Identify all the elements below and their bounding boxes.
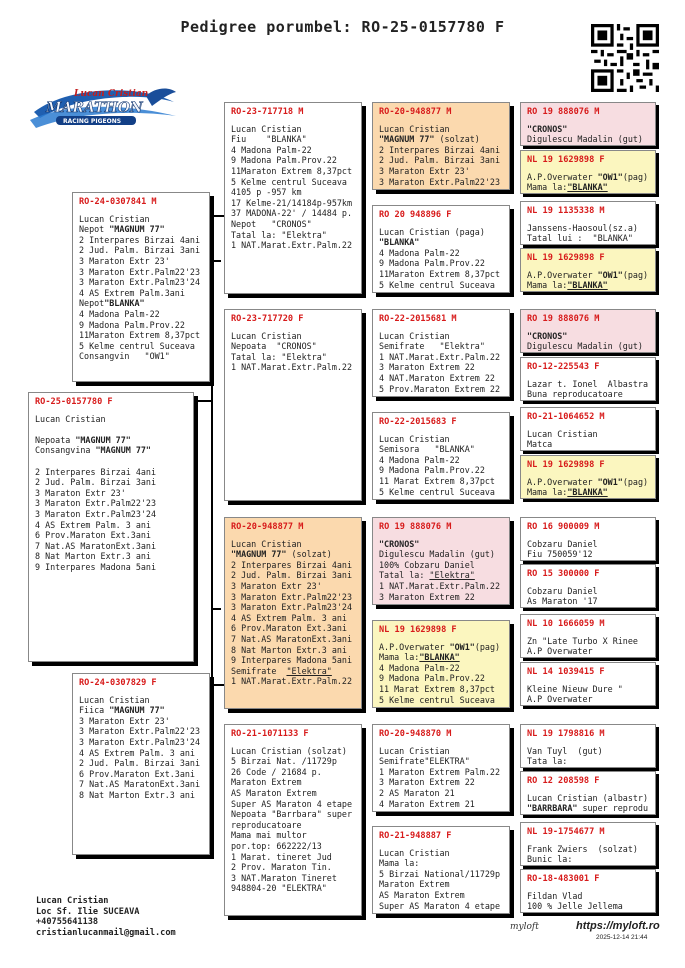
pedigree-line: Mama la:"BLANKA"	[527, 182, 608, 193]
svg-text:Lucan Cristian: Lucan Cristian	[74, 89, 149, 99]
pedigree-line: 6 Prov.Maraton Ext.3ani	[35, 530, 151, 541]
pedigree-line: 3 Maraton Extr.Palm23'24	[79, 277, 201, 288]
pedigree-line: Maraton Extrem	[379, 879, 450, 890]
pedigree-line: 3 Maraton Extr.Palm22'23	[79, 726, 201, 737]
pigeon-card-gen4-11[interactable]	[520, 614, 656, 658]
pigeon-card-gen4-8[interactable]	[520, 455, 656, 499]
pedigree-line: Buna reproducatoare	[527, 389, 623, 400]
ring-number: RO-23-717718 M	[231, 107, 304, 117]
pedigree-line: Tatal la: "Elektra"	[379, 570, 475, 581]
pedigree-line: Mama mai multor	[231, 830, 307, 841]
pedigree-line: 9 Madona Palm.Prov.22	[231, 155, 337, 166]
pedigree-line: A.P.Overwater "OW1"(pag)	[527, 269, 649, 280]
ring-number: RO-21-1071133 F	[231, 729, 309, 739]
ring-number: RO-20-948877 M	[379, 107, 452, 117]
pigeon-card-sire-sire-dam[interactable]	[372, 205, 510, 293]
pedigree-line: 7 Nat.AS MaratonExt.3ani	[231, 633, 353, 644]
connector	[211, 215, 224, 217]
pedigree-line: 37 MADONA-22' / 14484 p.	[231, 208, 353, 219]
pedigree-line: "CRONOS"	[527, 123, 568, 134]
pigeon-card-gen4-9[interactable]	[520, 517, 656, 561]
connector	[211, 215, 213, 685]
ring-number: RO 16 900009 M	[527, 522, 600, 532]
pedigree-line: Lucan Cristian	[379, 847, 450, 858]
pedigree-line: Kleine Nieuw Dure "	[527, 683, 623, 694]
pedigree-line: 4 AS Extrem Palm. 3 ani	[231, 612, 347, 623]
pedigree-line: 3 Maraton Extr 23'	[379, 165, 470, 176]
pedigree-line: 1 NAT.Marat.Extr.Palm.22	[231, 240, 353, 251]
pedigree-line: 6 Prov.Maraton Ext.3ani	[79, 768, 195, 779]
pedigree-line: Lucan Cristian (albastr)	[527, 792, 649, 803]
pedigree-line: Lucan Cristian (paga)	[379, 226, 485, 237]
ring-number: RO-25-0157780 F	[35, 397, 113, 407]
pedigree-line: 100% Cobzaru Daniel	[379, 559, 475, 570]
pigeon-card-gen4-6[interactable]	[520, 357, 656, 401]
pigeon-card-gen4-4[interactable]	[520, 248, 656, 292]
pedigree-line: 4 Madona Palm-22	[231, 144, 312, 155]
ring-number: RO-12-225543 F	[527, 362, 600, 372]
connector	[211, 608, 221, 610]
pedigree-line	[35, 456, 189, 467]
pedigree-line: Mama la:"BLANKA"	[527, 487, 608, 498]
pedigree-line: Bunic la:	[527, 854, 573, 865]
pedigree-line: 3 Maraton Extr.Palm23'24	[35, 508, 157, 519]
pedigree-line: 8 Nat Marton Extr.3 ani	[79, 789, 195, 800]
pedigree-line: AS Maraton Extrem	[379, 889, 465, 900]
pedigree-line: 948804-20 "ELEKTRA"	[231, 883, 327, 894]
pedigree-line: Fiica "MAGNUM 77"	[79, 705, 165, 716]
pedigree-line: Tata la:	[527, 756, 568, 767]
pedigree-line: 2 AS Maraton 21	[379, 787, 455, 798]
owner-email[interactable]: cristianlucanmail@gmail.com	[36, 927, 176, 938]
svg-text:MARATHON: MARATHON	[46, 100, 143, 116]
pedigree-line: Lucan Cristian	[79, 694, 150, 705]
pedigree-line: A.P Overwater	[527, 646, 593, 657]
pedigree-line: 4 AS Extrem Palm. 3 ani	[35, 519, 151, 530]
pedigree-line: Frank Zwiers (solzat)	[527, 843, 638, 854]
svg-text:RACING PIGEONS: RACING PIGEONS	[63, 118, 122, 125]
pedigree-line: Nepot "CRONOS"	[231, 218, 312, 229]
pigeon-card-sire-sire[interactable]	[224, 102, 362, 294]
ring-number: NL 19 1629898 F	[527, 253, 605, 263]
pedigree-line: 100 % Jelle Jellema	[527, 901, 623, 912]
pedigree-line: Nepoata "MAGNUM 77"	[35, 434, 131, 445]
pedigree-line: Fiu 750059'12	[527, 549, 593, 560]
pedigree-line: 9 Interpares Madona 5ani	[231, 655, 353, 666]
ring-number: RO-22-2015683 F	[379, 417, 457, 427]
myloft-link[interactable]: https://myloft.ro	[576, 920, 660, 932]
pedigree-line: 1 NAT.Marat.Extr.Palm.22	[231, 676, 353, 687]
pedigree-line: Consangvina "MAGNUM 77"	[35, 445, 151, 456]
pedigree-line: 3 Maraton Extrem 22	[379, 362, 475, 373]
myloft-brand	[510, 918, 660, 944]
pedigree-line: Tatal la: "Elektra"	[231, 351, 327, 362]
ring-number: RO-24-0307829 F	[79, 678, 157, 688]
pigeon-card-gen4-12[interactable]	[520, 662, 656, 706]
pedigree-line: Van Tuyl (gut)	[527, 745, 603, 756]
ring-number: RO 15 300000 F	[527, 569, 600, 579]
pedigree-line: 3 Maraton Extr.Palm22'23	[79, 266, 201, 277]
pedigree-line: Mama la:	[379, 858, 420, 869]
myloft-logo: myloft	[510, 922, 539, 932]
pedigree-line: 3 Maraton Extr 23'	[79, 715, 170, 726]
pedigree-line: 3 Maraton Extrem 22	[379, 777, 475, 788]
pedigree-line: 5 Kelme centrul Suceava	[79, 340, 195, 351]
pedigree-line: 3 Maraton Extrem 22	[379, 591, 475, 602]
connector	[211, 684, 224, 686]
pedigree-line: 1 NAT.Marat.Extr.Palm.22	[231, 362, 353, 373]
pedigree-line: 6 Prov.Maraton Ext.3ani	[231, 623, 347, 634]
pedigree-line: 3 Maraton Extr 23'	[35, 487, 126, 498]
pedigree-line	[35, 424, 189, 435]
pigeon-card-gen4-3[interactable]	[520, 201, 656, 245]
pigeon-card-gen4-2[interactable]	[520, 150, 656, 194]
pigeon-card-gen4-14[interactable]	[520, 771, 656, 815]
ring-number: NL 10 1666059 M	[527, 619, 605, 629]
ring-number: RO 19 888076 M	[379, 522, 452, 532]
pedigree-line: 5 Kelme centrul Suceava	[379, 279, 495, 290]
pedigree-line: Nepoata "Barrbara" super	[231, 809, 353, 820]
pedigree-line: AS Maraton Extrem	[231, 787, 317, 798]
pedigree-line: 3 NAT.Maraton Tineret	[231, 872, 337, 883]
pedigree-line: Lucan Cristian	[231, 330, 302, 341]
pigeon-card-dam-sire-dam[interactable]	[372, 620, 510, 708]
pedigree-line: 9 Madona Palm.Prov.22	[379, 465, 485, 476]
pigeon-card-gen4-7[interactable]	[520, 407, 656, 451]
pedigree-line: Lucan Cristian	[379, 330, 450, 341]
pedigree-line: 3 Maraton Extr 23'	[231, 580, 322, 591]
pedigree-line: Cobzaru Daniel	[527, 585, 598, 596]
connector	[211, 260, 221, 262]
pedigree-line: Maraton Extrem	[231, 777, 302, 788]
pedigree-line: 4 Madona Palm-22	[379, 454, 460, 465]
pedigree-line: Matca	[527, 439, 553, 450]
page-title: Pedigree porumbel: RO-25-0157780 F	[180, 18, 505, 36]
pedigree-line: 4 Maraton Extrem 21	[379, 798, 475, 809]
pedigree-line: 5 Kelme centrul Suceava	[231, 176, 347, 187]
pedigree-line: "BLANKA"	[379, 237, 420, 248]
qr-code	[591, 24, 659, 92]
pedigree-line: 5 Prov.Maraton Extrem 22	[379, 383, 501, 394]
owner-address: Loc Sf. Ilie SUCEAVA	[36, 906, 140, 917]
pedigree-line: 17 Kelme-21/14184p-957km	[231, 197, 353, 208]
pedigree-line: Janssens-Haosoul(sz.a)	[527, 222, 638, 233]
pigeon-card-dam-sire[interactable]	[224, 517, 362, 709]
pedigree-line: 7 Nat.AS MaratonExt.3ani	[79, 779, 201, 790]
pedigree-line: "MAGNUM 77" (solzat)	[379, 134, 480, 145]
pedigree-line: 3 Maraton Extr.Palm23'24	[231, 602, 353, 613]
pedigree-line: "CRONOS"	[379, 538, 420, 549]
pedigree-line: Fiu "BLANKA"	[231, 134, 307, 145]
pedigree-line: Super AS Maraton 4 etape	[231, 798, 353, 809]
pedigree-line: por.top: 662222/13	[231, 840, 322, 851]
ring-number: NL 19 1629898 F	[527, 460, 605, 470]
ring-number: NL 19-1754677 M	[527, 827, 605, 837]
owner-name: Lucan Cristian	[36, 896, 109, 906]
pedigree-line: Digulescu Madalin (gut)	[527, 134, 643, 145]
pedigree-line: 5 Birzai Nat. /11729p	[231, 756, 337, 767]
pedigree-line: Lucan Cristian	[35, 413, 106, 424]
pedigree-line: 4 AS Extrem Palm. 3 ani	[79, 747, 195, 758]
pedigree-line: 9 Madona Palm.Prov.22	[79, 319, 185, 330]
pedigree-line: 9 Interpares Madona 5ani	[35, 561, 157, 572]
ring-number: RO-23-717720 F	[231, 314, 304, 324]
pedigree-line: 1 NAT.Marat.Extr.Palm.22	[379, 580, 501, 591]
pedigree-line: 1 NAT.Marat.Extr.Palm.22	[379, 351, 501, 362]
pedigree-line: 4 AS Extrem Palm.3ani	[79, 287, 185, 298]
pedigree-line: 1 Maraton Extrem Palm.22	[379, 766, 501, 777]
pigeon-card-sire-dam-sire[interactable]	[372, 309, 510, 397]
pedigree-line: A.P.Overwater "OW1"(pag)	[379, 641, 501, 652]
ring-number: RO-22-2015681 M	[379, 314, 457, 324]
pedigree-line: 3 Maraton Extr.Palm22'23	[35, 498, 157, 509]
pedigree-line: Lucan Cristian	[527, 428, 598, 439]
pedigree-line: 4 Madona Palm-22	[379, 247, 460, 258]
pedigree-line: Digulescu Madalin (gut)	[379, 549, 495, 560]
pedigree-line: A.P Overwater	[527, 694, 593, 705]
ring-number: RO-21-948887 F	[379, 831, 452, 841]
marathon-racing-pigeons-logo	[28, 82, 178, 144]
ring-number: RO-20-948877 M	[231, 522, 304, 532]
ring-number: RO 20 948896 F	[379, 210, 452, 220]
pigeon-card-sire[interactable]	[72, 192, 210, 382]
connector	[195, 400, 211, 402]
pedigree-line: 2 Jud. Palm. Birzai 3ani	[379, 155, 501, 166]
pedigree-line: 7 Nat.AS MaratonExt.3ani	[35, 540, 157, 551]
pigeon-card-subject[interactable]	[28, 392, 194, 662]
pigeon-card-gen4-10[interactable]	[520, 564, 656, 608]
pedigree-line: 8 Nat Marton Extr.3 ani	[231, 644, 347, 655]
pedigree-line: Lucan Cristian	[79, 213, 150, 224]
pedigree-line: 3 Maraton Extr.Palm23'24	[79, 736, 201, 747]
pedigree-line: 26 Code / 21684 p.	[231, 766, 322, 777]
pedigree-line: Nepot"BLANKA"	[79, 298, 145, 309]
pedigree-line: 5 Kelme centrul Suceava	[379, 486, 495, 497]
pedigree-line: 2 Interpares Birzai 4ani	[231, 559, 353, 570]
owner-phone: +40755641138	[36, 917, 99, 927]
pigeon-card-dam-dam-dam[interactable]	[372, 826, 510, 914]
pedigree-line: 3 Maraton Extr 23'	[79, 255, 170, 266]
pedigree-line: 2 Jud. Palm. Birzai 3ani	[79, 245, 201, 256]
ring-number: RO 19 888076 M	[527, 107, 600, 117]
pedigree-line: Tatal lui : "BLANKA"	[527, 233, 633, 244]
ring-number: RO 19 888076 M	[527, 314, 600, 324]
pigeon-card-dam-dam[interactable]	[224, 724, 362, 916]
pedigree-line: Zn "Late Turbo X Rinee	[527, 635, 638, 646]
pedigree-line: 2 Jud. Palm. Birzai 3ani	[231, 570, 353, 581]
owner-contact	[36, 896, 176, 938]
pedigree-line: 1 Marat. tineret Jud	[231, 851, 332, 862]
pedigree-line: Cobzaru Daniel	[527, 538, 598, 549]
pedigree-line: 2 Interpares Birzai 4ani	[379, 144, 501, 155]
ring-number: RO-20-948870 M	[379, 729, 452, 739]
pedigree-line: Semifrate "Elektra"	[231, 665, 332, 676]
pedigree-line: reproducatoare	[231, 819, 302, 830]
ring-number: NL 19 1629898 F	[527, 155, 605, 165]
pedigree-line: 5 Kelme centrul Suceava	[379, 694, 495, 705]
pedigree-line: Tatal la: "Elektra"	[231, 229, 327, 240]
pedigree-line: Lucan Cristian (solzat)	[231, 745, 347, 756]
pigeon-card-sire-sire-sire[interactable]	[372, 102, 510, 190]
pigeon-card-sire-dam[interactable]	[224, 309, 362, 501]
pigeon-card-dam-dam-sire[interactable]	[372, 724, 510, 812]
pedigree-line: Mama la:"BLANKA"	[379, 652, 460, 663]
pedigree-line: Lucan Cristian	[231, 538, 302, 549]
pedigree-line: 2 Interpares Birzai 4ani	[79, 234, 201, 245]
pedigree-line: 11 Marat Extrem 8,37pct	[379, 475, 495, 486]
pedigree-line: As Maraton '17	[527, 596, 598, 607]
pedigree-line: Nepoata "CRONOS"	[231, 341, 317, 352]
print-timestamp: 2025-12-14 21:44	[596, 934, 648, 941]
pedigree-line: Fildan Vlad	[527, 890, 583, 901]
pedigree-line: "CRONOS"	[527, 330, 568, 341]
pedigree-line: 3 Maraton Extr.Palm22'23	[379, 176, 501, 187]
pedigree-line: 11Maraton Extrem 8,37pct	[79, 330, 201, 341]
pedigree-line: 9 Madona Palm.Prov.22	[379, 258, 485, 269]
pedigree-line: Nepot "MAGNUM 77"	[79, 224, 165, 235]
pedigree-line: Lucan Cristian	[231, 123, 302, 134]
pedigree-line: 11 Marat Extrem 8,37pct	[379, 683, 495, 694]
pedigree-line: Semifrate "Elektra"	[379, 341, 485, 352]
pedigree-line: Lucan Cristian	[379, 745, 450, 756]
pedigree-line: 2 Interpares Birzai 4ani	[35, 466, 157, 477]
pigeon-card-dam[interactable]	[72, 673, 210, 855]
ring-number: RO-18-483001 F	[527, 874, 600, 884]
pedigree-line: "BARRBARA" super reprodu	[527, 803, 649, 814]
pedigree-line: Digulescu Madalin (gut)	[527, 341, 643, 352]
pedigree-line: "MAGNUM 77" (solzat)	[231, 549, 332, 560]
ring-number: NL 19 1798816 M	[527, 729, 605, 739]
pedigree-line: Lucan Cristian	[379, 433, 450, 444]
pedigree-line: 11Maraton Extrem 8,37pct	[231, 165, 353, 176]
pigeon-card-gen4-5[interactable]	[520, 309, 656, 353]
pedigree-line: Super AS Maraton 4 etape	[379, 900, 501, 911]
pedigree-line: 5 Birzai National/11729p	[379, 868, 501, 879]
pedigree-line: Consangvin "OW1"	[79, 351, 170, 362]
pedigree-line: 2 Jud. Palm. Birzai 3ani	[35, 477, 157, 488]
pedigree-line: 4 Madona Palm-22	[379, 662, 460, 673]
ring-number: RO 12 208598 F	[527, 776, 600, 786]
pedigree-line: Lucan Cristian	[379, 123, 450, 134]
pedigree-line: Semifrate"ELEKTRA"	[379, 756, 470, 767]
pedigree-line: 4 NAT.Maraton Extrem 22	[379, 372, 495, 383]
pedigree-line: Semisora "BLANKA"	[379, 444, 475, 455]
pigeon-card-dam-sire-sire[interactable]	[372, 517, 510, 605]
pedigree-line: 8 Nat Marton Extr.3 ani	[35, 551, 151, 562]
pedigree-line: 2 Prov. Maraton Tin.	[231, 862, 332, 873]
ring-number: NL 19 1629898 F	[379, 625, 457, 635]
pedigree-line: 4 Madona Palm-22	[79, 308, 160, 319]
ring-number: RO-24-0307841 M	[79, 197, 157, 207]
pedigree-line: 11Maraton Extrem 8,37pct	[379, 268, 501, 279]
pedigree-line: Lazar t. Ionel Albastra	[527, 378, 649, 389]
pedigree-line: A.P.Overwater "OW1"(pag)	[527, 476, 649, 487]
pedigree-line: A.P.Overwater "OW1"(pag)	[527, 171, 649, 182]
pedigree-line: 9 Madona Palm.Prov.22	[379, 673, 485, 684]
pigeon-card-gen4-13[interactable]	[520, 724, 656, 768]
pigeon-card-gen4-15[interactable]	[520, 822, 656, 866]
pigeon-card-sire-dam-dam[interactable]	[372, 412, 510, 500]
pigeon-card-gen4-1[interactable]	[520, 102, 656, 146]
pigeon-card-gen4-16[interactable]	[520, 869, 656, 913]
pedigree-line: 3 Maraton Extr.Palm22'23	[231, 591, 353, 602]
pedigree-line: 4105 p -957 km	[231, 187, 302, 198]
ring-number: RO-21-1064652 M	[527, 412, 605, 422]
pedigree-line: 2 Jud. Palm. Birzai 3ani	[79, 758, 201, 769]
pedigree-line: Mama la:"BLANKA"	[527, 280, 608, 291]
ring-number: NL 14 1039415 F	[527, 667, 605, 677]
ring-number: NL 19 1135338 M	[527, 206, 605, 216]
